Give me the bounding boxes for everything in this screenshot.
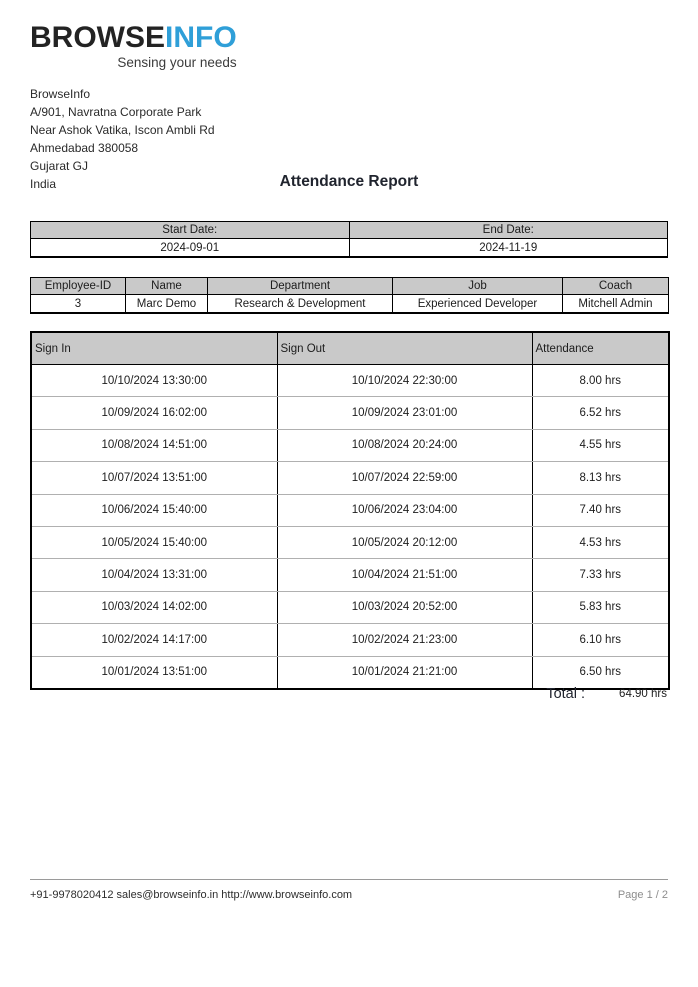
attendance-cell: 7.33 hrs [532,559,669,591]
attendance-cell: 5.83 hrs [532,591,669,623]
employee-id-value: 3 [31,295,126,314]
end-date-header: End Date: [349,222,668,239]
sign-in-cell: 10/03/2024 14:02:00 [31,591,277,623]
employee-info-table [30,277,669,314]
page-number: Page 1 / 2 [617,889,668,901]
job-value: Experienced Developer [393,295,563,314]
employee-header-row [31,278,669,295]
logo-wordmark [30,22,237,54]
attendance-cell: 7.40 hrs [532,494,669,526]
sign-in-cell: 10/05/2024 15:40:00 [31,526,277,558]
table-row [31,494,669,526]
sign-out-cell: 10/10/2024 22:30:00 [277,365,532,397]
logo-text-browse: BROWSE [30,21,165,54]
sign-out-cell: 10/03/2024 20:52:00 [277,591,532,623]
start-date-value: 2024-09-01 [31,239,350,258]
address-line: A/901, Navratna Corporate Park [30,105,202,119]
sign-in-header: Sign In [31,332,277,365]
sign-out-cell: 10/04/2024 21:51:00 [277,559,532,591]
table-row [31,559,669,591]
attendance-cell: 4.53 hrs [532,526,669,558]
attendance-cell: 8.13 hrs [532,462,669,494]
sign-out-cell: 10/05/2024 20:12:00 [277,526,532,558]
sign-out-cell: 10/08/2024 20:24:00 [277,429,532,461]
table-row [31,526,669,558]
start-date-header: Start Date: [31,222,350,239]
table-row [31,591,669,623]
footer-contact: +91-9978020412 sales@browseinfo.in http://www.browseinfo.com [30,889,353,901]
company-logo [30,22,237,70]
attendance-cell: 6.52 hrs [532,397,669,429]
sign-in-cell: 10/06/2024 15:40:00 [31,494,277,526]
sign-in-cell: 10/04/2024 13:31:00 [31,559,277,591]
table-row [31,656,669,689]
logo-tagline: Sensing your needs [117,55,237,70]
end-date-value: 2024-11-19 [349,239,668,258]
coach-value: Mitchell Admin [563,295,669,314]
footer-divider [30,879,668,880]
employee-value-row [31,295,669,314]
sign-in-cell: 10/09/2024 16:02:00 [31,397,277,429]
sign-out-header: Sign Out [277,332,532,365]
coach-header: Coach [563,278,669,295]
sign-out-cell: 10/09/2024 23:01:00 [277,397,532,429]
address-line: Near Ashok Vatika, Iscon Ambli Rd [30,123,215,137]
sign-in-cell: 10/01/2024 13:51:00 [31,656,277,689]
employee-id-header: Employee-ID [31,278,126,295]
sign-in-cell: 10/02/2024 14:17:00 [31,624,277,656]
attendance-cell: 8.00 hrs [532,365,669,397]
attendance-cell: 6.50 hrs [532,656,669,689]
sign-in-cell: 10/10/2024 13:30:00 [31,365,277,397]
sign-in-cell: 10/08/2024 14:51:00 [31,429,277,461]
attendance-cell: 4.55 hrs [532,429,669,461]
date-range-header-row [31,222,668,239]
page-footer [30,889,668,901]
total-label: Total : [546,686,585,702]
attendance-cell: 6.10 hrs [532,624,669,656]
company-name: BrowseInfo [30,87,91,101]
sign-out-cell: 10/06/2024 23:04:00 [277,494,532,526]
table-row [31,365,669,397]
date-range-value-row [31,239,668,258]
address-line: India [30,177,57,191]
sign-out-cell: 10/02/2024 21:23:00 [277,624,532,656]
department-header: Department [208,278,393,295]
table-row [31,624,669,656]
address-line: Gujarat GJ [30,159,89,173]
logo-text-info: INFO [165,21,237,54]
attendance-table [30,331,670,690]
table-row [31,429,669,461]
table-row [31,397,669,429]
sign-in-cell: 10/07/2024 13:51:00 [31,462,277,494]
sign-out-cell: 10/01/2024 21:21:00 [277,656,532,689]
name-value: Marc Demo [126,295,208,314]
name-header: Name [126,278,208,295]
attendance-header: Attendance [532,332,669,365]
page-title: Attendance Report [279,173,419,190]
department-value: Research & Development [208,295,393,314]
job-header: Job [393,278,563,295]
total-value: 64.90 hrs [619,688,667,700]
date-range-table [30,221,668,258]
attendance-header-row [31,332,669,365]
address-line: Ahmedabad 380058 [30,141,139,155]
total-row [546,686,667,702]
sign-out-cell: 10/07/2024 22:59:00 [277,462,532,494]
table-row [31,462,669,494]
